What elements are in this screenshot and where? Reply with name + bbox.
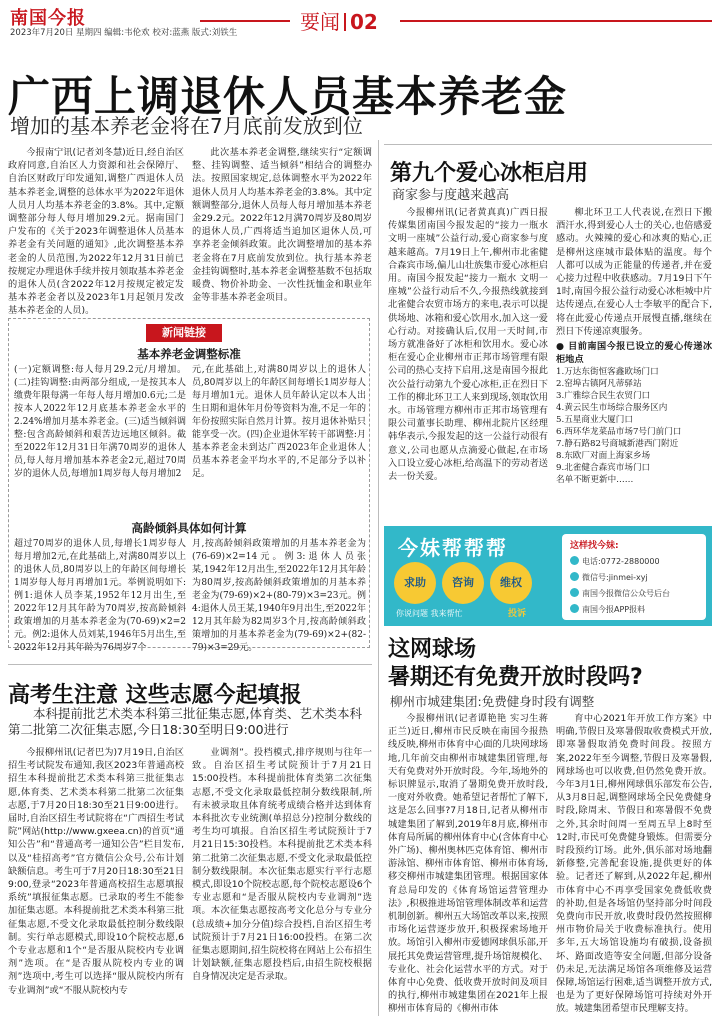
tennis-column-1 [388, 712, 548, 1016]
section-divider [344, 13, 346, 31]
exam-body-2: 业调剂”。投档模式,排序规则与往年一致。自治区招生考试院预计于7月21日15:00投档。本科提前批体育类第二次征集志愿,不受文化录取最低控制分数线限制,所有未被录取且体育统考成绩合格并达到体育本科批次专业统测(单招总分)控制分数线的考生均可填报。自治区招生考试院预计于7月21日15:30投档。本科提前批艺术类本科第二批第二次征集志愿,不受文化录取最低控制分数线限制。本次征集志愿实行平行志愿模式,即设10个院校志愿,每个院校志愿设6个专业志愿和“是否服从院校内专业调剂”选项。本次征集志愿按高考文化总分与专业分(总成绩+加分分值)综合投档,自治区招生考试院预计于7月21日16:00投档。在第二次征集志愿期间,招生院校将在网站上公布招生计划缺额,征集志愿投档后,由招生院校根据自身情况决定是否录取。 [192, 747, 372, 983]
lead-body-2: 此次基本养老金调整,继续实行“定额调整、挂钩调整、适当倾斜”相结合的调整办法。按照国家规定,总体调整水平为2022年退休人员月人均基本养老金的3.8%。其中定额调整部分,退休人员每人每月增加基本养老金29.2元。2022年12月满70周岁及80周岁的退休人员,广西将适当追加区退休人员,可享养老金倾斜政策。此次调整增加的基本养老金将在7月底前发放到位。执行基本养老金挂钩调整时,基本养老金调整基数不包括取暖费、物价补助金、一次性抚恤金和职业年金等非基本养老金项目。 [192, 147, 372, 304]
promo-banner [384, 526, 712, 626]
tennis-subhead: 柳州市城建集团:免费健身时段有调整 [390, 694, 595, 709]
exam-column-1 [8, 746, 184, 1016]
promo-phone [570, 556, 660, 567]
promo-app1-text: 南国今报微信公众号后台 [582, 589, 670, 598]
tennis-column-2 [556, 712, 712, 1016]
sidebar-text-2b [192, 538, 367, 653]
icebox-body-2: 柳北环卫工人代表说,在烈日下搬酒汗水,得到爱心人士的关心,也倍感爱感动。火辣辣的爱心和冰爽的贴心,正是柳州这座城市最体贴的温度。每个人都可以成为正能量的传递者,并在爱心接力过程中收获感动。7月19日下午1时,南国今报公益行动爱心冰柜城中片达传递点,在爱心人士李敏平的配合下,将在此爱心传递点开展慢直播,继续在烈日下传递凉爽服务。 [556, 207, 712, 337]
lead-subhead: 增加的基本养老金将在7月底前发放到位 [10, 114, 363, 138]
section-name: 要闻 [300, 10, 340, 34]
public-account-icon [570, 588, 579, 597]
tennis-headline-line1: 这网球场 [388, 637, 477, 662]
sidebar-title-1: 基本养老金调整标准 [137, 347, 241, 361]
promo-phone-text: 电话:0772-2880000 [582, 557, 660, 566]
list-item: 5.五星商业大厦门口 [556, 415, 633, 426]
list-item: 2.窑埠古镇阿凡蒂驿站 [556, 379, 642, 390]
icebox-list-head: ● 目前南国今报已设立的爱心传递冰柜地点 [556, 341, 713, 366]
sidebar-body-2b: 月,按高龄倾斜政策增加的月基本养老金为(76-69)×2=14元。例3:退休人员张某,1942年12月出生,至2022年12月其年龄为80周岁,按高龄倾斜政策增加的月基本养老金为(79-69)×2+(80-79)×3=23元。例4:退休人员王某,1940年9月出生,至2022年12月其年龄为82周岁3个月,按高龄倾斜政策增加的月基本养老金为(79-69)×2+(82-79)×3=29元。 [192, 539, 367, 653]
promo-consult-badge: 咨询 [442, 562, 484, 604]
tennis-body-1: 今报柳州讯(记者谭艳艳 实习生蒋正兰)近日,柳州市民反映在南国今报热线反映,柳州市体育中心面的几块网球场地,几年前交由柳州市城建集团管理,每天有免费对外开放时段。今年,场地外的标识牌显示,取消了暑期免费开放时段,一度对外收费。她希望记者帮忙了解下,这是怎么回事?7月18日,记者从柳州市城建集团了解到,2019年8月底,柳州市体育局所属的柳州体育中心(含体育中心外广场)、柳州奥林匹克体育馆、柳州市游泳馆、柳州市体育馆、柳州市体育场,移交柳州市城建集团管理。根据国家体育总局印发的《体育场馆运营管理办法》,积极推进场馆管理体制改革和运营机制创新。柳州五大场馆改革以来,按照市场化运营逐步放开,积极探索场地开放。场馆引入柳州市爱德网球俱乐部,开展托其免费运营管理,提升场馆规模化、专业化、社会化运营水平的方式。对于体育中心免费、低收费开放时间及项目的执行,柳州市城建集团在2021年上报柳州市体育局的《柳州市体 [388, 713, 548, 1015]
tennis-headline [388, 636, 643, 692]
icebox-list [556, 366, 712, 486]
exam-body-1: 今报柳州讯(记者巴为)7月19日,自治区招生考试院发布通知,我区2023年普通高校招生本科提前批艺术类本科第三批征集志愿,体育类、艺术类本科第二批第二次征集志愿,于7月20日18:30至21日9:00进行。届时,自治区招生考试院将在“广西招生考试院”网站(http://www.gxeea.cn)的首页“通知公告”和“普通高考一通知公告”栏目发布,以及“桂招高考”官方微信公众号,公布计划缺额信息。考生可于7月20日18:30至21日9:00,登录“2023年普通高校招生志愿填报系统”填报征集志愿。已录取的考生不能参加征集志愿。本科提前批艺术类本科第三批征集志愿,不受文化录取最低控制分数线限制。实行单志愿模式,即设10个院校志愿,6个专业志愿和1个“是否服从院校内专业调剂”选项。在“是否服从院校内专业的调剂”选项中,考生可以选择“服从院校内所有专业调剂”或“不服从院校内专 [8, 747, 184, 996]
left-divider [8, 664, 372, 665]
masthead [0, 0, 720, 38]
promo-app1 [570, 588, 670, 599]
lead-body-1: 今报南宁讯(记者刘冬慧)近日,经自治区政府同意,自治区人力资源和社会保障厅、自治区财政厅印发通知,调整广西退休人员基本养老金,调整的总体水平为2022年退休人员月人均基本养老金的3.8%。其中,定额调整部分每人每月增加29.2元。据南国门户发布的《关于2023年调整退休人员基本养老金有关问题的通知》,此次调整基本养老金的人员范围,为2022年12月31日前已按规定办理退休手续并按月领取基本养老金的退休人员(含2022年12月按规定被定发基本养老金者以及2023年1月起领月发改基本养老金的人员)。 [8, 147, 184, 317]
list-item: 1.万达东街恒客鑫欧场门口 [556, 367, 659, 378]
exam-subhead: 本科提前批艺术类本科第三批征集志愿,体育类、艺术类本科第二批第二次征集志愿,今日18:30至明日9:00进行 [8, 706, 362, 737]
icebox-list-head-text: 目前南国今报已设立的爱心传递冰柜地点 [556, 341, 713, 366]
exam-headline: 高考生注意 这些志愿今起填报 [8, 683, 302, 708]
lead-column-1 [8, 146, 184, 317]
right-top-divider [384, 144, 712, 145]
promo-wechat [570, 572, 648, 583]
list-item: 4.黄云民生市场综合服务区内 [556, 403, 668, 414]
section-label [300, 6, 378, 35]
sidebar-title-2: 高龄倾斜具体如何计算 [131, 521, 247, 535]
wechat-icon [570, 572, 579, 581]
promo-contact-panel [562, 534, 706, 620]
promo-panel-title: 这样找今妹: [570, 541, 619, 551]
icebox-column-2 [556, 206, 712, 522]
promo-slogan: 你说问题 我来帮忙 [396, 609, 463, 618]
promo-title: 今妹帮帮帮 [398, 536, 508, 560]
icebox-headline: 第九个爱心冰柜启用 [390, 161, 589, 186]
icebox-subhead: 商家参与度越来越高 [392, 188, 510, 203]
list-item: 名单不断更新中…… [556, 475, 634, 486]
list-item: 7.静石路82号商城新港西门附近 [556, 439, 679, 450]
page-number: 02 [350, 10, 378, 34]
list-item: 8.东欧厂对面上海家乡场 [556, 451, 651, 462]
lead-headline: 广西上调退休人员基本养老金 [8, 72, 568, 121]
sidebar-text-1b [192, 364, 366, 514]
app-icon [570, 604, 579, 613]
promo-rights-badge: 维权 [490, 562, 532, 604]
tennis-body-2: 育中心2021年开放工作方案》中明确,节假日及寒暑假取收费模式开放,即寒暑假取消免费时间段。按照方案,2022年至今调整,节假日及寒暑假,网球场也可以收费,但仍然免费开放。今年3月1日,柳州网球俱乐部发布公告,从3月8日起,调整网球场全民免费健身时段,除周末、节假日和寒暑假不免费之外,其余时间周一至周五早上8时至12时,市民可免费健身锻炼。但需要分时段预约订场。此外,俱乐部对场地翻新修整,完善配套设施,提供更好的体验。记者还了解到,从2022年起,柳州市体育中心不再享受国家免费低收费的补助,但是各场馆仍坚持部分时间段免费向市民开放,收费时段仍然按照柳州市物价局关于收费标准执行。使用多年,五大场馆设施均有破损,设备损坏、路面改造等安全问题,但部分设备仍未足,无法满足场馆各项维修及运营保障,场馆运行困难,适当调整开放方式,也是为了更好保障场馆可持续对外开放。城建集团希望市民理解支持。 [556, 713, 712, 1015]
sidebar-body-1b: 元,在此基础上,对满80周岁以上的退休人员,80周岁以上的年龄区间每增长1周岁每人每月增加1元。退休人员年龄认定以本人出生日期和退休年月份等资料为准,不足一年的年份按照实际自然月计算。按月退休补贴只能享受一次。(四)企业退休军转干部调整:月基本养老金未到达广西2023年企业退休人员基本养老金平均水平的,不足部分予以补足。 [192, 365, 366, 479]
issue-line: 2023年7月20日 星期四 编辑:韦伦欢 校对:蓝燕 版式:刘铁生 [10, 28, 238, 38]
sidebar-text-1a [14, 364, 186, 514]
list-item: 9.北雀健合森宾市场门口 [556, 463, 651, 474]
exam-column-2 [192, 746, 372, 1016]
masthead-rule-right [400, 20, 712, 22]
list-item: 3.广雅综合民生农贸门口 [556, 391, 651, 402]
promo-app2 [570, 604, 645, 615]
list-item: 6.西环华龙菜品市场7号门前门口 [556, 427, 682, 438]
promo-app2-text: 南国今报APP报料 [582, 605, 646, 614]
masthead-rule [200, 20, 290, 22]
tennis-headline-line2: 暑期还有免费开放时段吗? [388, 665, 643, 690]
phone-icon [570, 556, 579, 565]
news-link-tag: 新闻链接 [146, 324, 222, 342]
icebox-body-1: 今报柳州讯(记者黄真真)广西日报传媒集团南国今报发起的“接力一瓶水 文明一座城”公益行动,爱心商家参与度越来越高。7月19日上午,柳州市北雀健合森宾市场,偏儿山壮族集市爱心冰柜启用。南国今报发起“接力一瓶水 文明一座城”公益行动后不久,今报热线就接到北雀健合农贸市场方的来电,表示可以提供场地、冰箱和爱心饮用水,加入这一爱心行动。对接确认后,仅用一天时间,市场方就准备好了冰柜和饮用水。爱心冰柜在爱心企业柳州市正邦市场管理有限公司的热心支持下启用,这是南国今报此次公益行动第九个爱心冰柜,正在烈日下工作的柳北环卫工人来到现场,领取饮用水。市场管理方柳州市正邦市场管理有限公司董事长助理、柳州北院片区经理韩华表示,今报发起的这一公益行动很有意义,公司也愿从点滴爱心做起,在市场入口设立爱心冰柜,给高温下的劳动者送去一份关爱。 [388, 207, 548, 483]
sidebar-body-1a: (一)定额调整:每人每月29.2元/月增加。(二)挂钩调整:由两部分组成,一是按其本人缴费年限每满一年每人每月增加0.6元;二是按本人2022年12月底基本养老金水平的2.24%增加月基本养老金。(三)适当倾斜调整:包含高龄倾斜和艰苦边远地区倾斜。截至2022年12月31日年满70周岁的退休人员,每人每月增加基本养老金2元,超过70周岁的退休人员,每增加1周岁每人每月增加2 [14, 365, 186, 479]
column-divider [378, 140, 379, 1016]
promo-wechat-text: 微信号:jinmei-xyj [582, 573, 648, 582]
promo-help-badge: 求助 [394, 562, 436, 604]
sidebar-body-2a: 超过70周岁的退休人员,每增长1周岁每人每月增加2元,在此基础上,对满80周岁以上的退休人员,80周岁以上的年龄区间每增长1周岁每人每月再增加1元。举例说明如下:例1:退休人员李某,1952年12月出生,至2022年12月其年龄为70周岁,按高龄倾斜政策增加的月基本养老金为(70-69)×2=2元。例2:退休人员刘某,1946年5月出生,至2022年12月其年龄为76周岁7个 [14, 539, 186, 653]
sidebar-text-2a [14, 538, 186, 653]
icebox-column-1 [388, 206, 548, 522]
promo-complain-label: 投诉 [508, 609, 527, 619]
lead-column-2 [192, 146, 372, 314]
newspaper-logo: 南国今报 [10, 8, 86, 29]
